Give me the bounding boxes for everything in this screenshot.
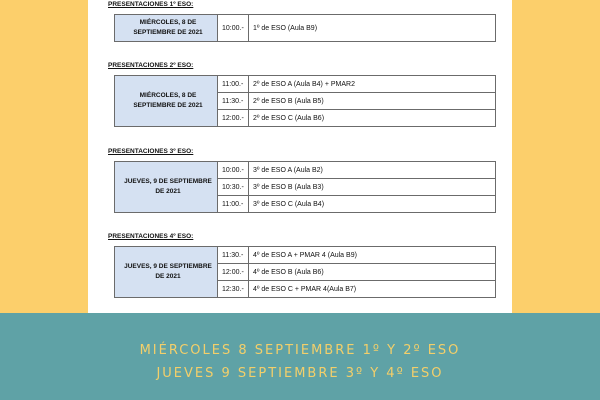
section-1eso (108, 0, 498, 42)
schedule-document (88, 0, 512, 313)
table-row (115, 15, 496, 42)
section-title: PRESENTACIONES 2º ESO: (108, 62, 194, 69)
group-cell: 1º de ESO (Aula B9) (249, 15, 496, 42)
group-cell: 3º de ESO A (Aula B2) (249, 162, 496, 179)
section-3eso (108, 147, 498, 213)
time-cell: 12:30.- (218, 281, 249, 298)
time-cell: 12:00.- (218, 264, 249, 281)
table-row (115, 162, 496, 179)
section-title: PRESENTACIONES 3º ESO: (108, 148, 194, 155)
table-row (115, 76, 496, 93)
banner-line-1: MIÉRCOLES 8 SEPTIEMBRE 1º Y 2º ESO (139, 343, 461, 358)
time-cell: 10:00.- (218, 15, 249, 42)
table-row (115, 247, 496, 264)
time-cell: 10:00.- (218, 162, 249, 179)
banner-line-2: JUEVES 9 SEPTIEMBRE 3º Y 4º ESO (156, 366, 444, 381)
time-cell: 12:00.- (218, 110, 249, 127)
group-cell: 2º de ESO C (Aula B6) (249, 110, 496, 127)
section-title: PRESENTACIONES 1º ESO: (108, 1, 194, 8)
group-cell: 2º de ESO A (Aula B4) + PMAR2 (249, 76, 496, 93)
time-cell: 11:30.- (218, 247, 249, 264)
schedule-table (114, 161, 496, 213)
section-4eso (108, 232, 498, 298)
group-cell: 4º de ESO B (Aula B6) (249, 264, 496, 281)
group-cell: 4º de ESO C + PMAR 4(Aula B7) (249, 281, 496, 298)
schedule-table (114, 246, 496, 298)
date-cell: MIÉRCOLES, 8 DE SEPTIEMBRE DE 2021 (115, 15, 218, 42)
date-cell: JUEVES, 9 DE SEPTIEMBRE DE 2021 (115, 247, 218, 298)
time-cell: 11:30.- (218, 93, 249, 110)
section-title: PRESENTACIONES 4º ESO: (108, 233, 194, 240)
group-cell: 3º de ESO C (Aula B4) (249, 196, 496, 213)
section-2eso (108, 61, 498, 127)
schedule-table (114, 14, 496, 42)
group-cell: 2º de ESO B (Aula B5) (249, 93, 496, 110)
date-cell: MIÉRCOLES, 8 DE SEPTIEMBRE DE 2021 (115, 76, 218, 127)
time-cell: 11:00.- (218, 76, 249, 93)
date-cell: JUEVES, 9 DE SEPTIEMBRE DE 2021 (115, 162, 218, 213)
summary-banner (0, 313, 600, 400)
time-cell: 10:30.- (218, 179, 249, 196)
group-cell: 4º de ESO A + PMAR 4 (Aula B9) (249, 247, 496, 264)
time-cell: 11:00.- (218, 196, 249, 213)
group-cell: 3º de ESO B (Aula B3) (249, 179, 496, 196)
schedule-table (114, 75, 496, 127)
